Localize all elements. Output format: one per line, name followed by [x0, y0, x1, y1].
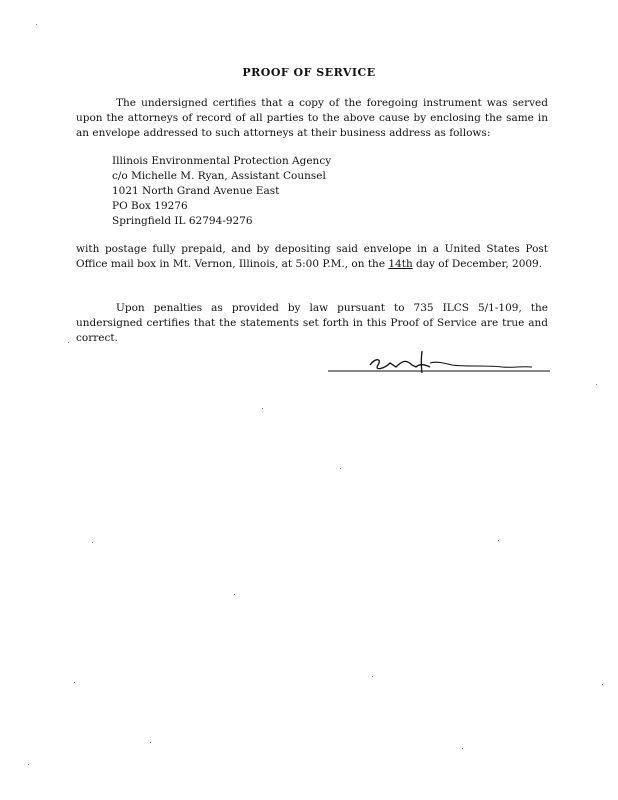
- mailing-text-after: day of December, 2009.: [412, 258, 543, 270]
- document-title: PROOF OF SERVICE: [242, 66, 376, 79]
- address-line-5: Springfield IL 62794-9276: [112, 215, 253, 227]
- service-paragraph: [76, 96, 548, 141]
- scan-speck: [602, 684, 603, 685]
- certification-paragraph: [76, 301, 548, 346]
- mailing-paragraph: [76, 242, 548, 272]
- address-line-4: PO Box 19276: [112, 200, 188, 212]
- scan-speck: [262, 408, 263, 409]
- certification-text: Upon penalties as provided by law pursuant to 735 ILCS 5/1-109, the undersigned certifies that the statements set forth in this Proof of Service are true and correct.: [76, 302, 548, 344]
- mailing-text-before: with postage fully prepaid, and by depositing said envelope in a United States Post Office mail box in Mt. Vernon, Illinois, at 5:00 P.M., on the: [76, 243, 548, 270]
- address-line-2: c/o Michelle M. Ryan, Assistant Counsel: [112, 170, 326, 182]
- recipient-address: [112, 154, 331, 229]
- scan-speck: [92, 542, 93, 543]
- scan-speck: [498, 540, 499, 541]
- scan-speck: [150, 742, 151, 743]
- scan-speck: [372, 676, 373, 677]
- scan-speck: [68, 342, 69, 343]
- scan-speck: [462, 748, 463, 749]
- address-line-1: Illinois Environmental Protection Agency: [112, 155, 332, 167]
- signature-stroke: [421, 351, 422, 373]
- scan-speck: [340, 468, 341, 469]
- scan-speck: [36, 24, 37, 25]
- signature: [326, 345, 556, 385]
- scan-speck: [596, 384, 597, 385]
- service-paragraph-text: The undersigned certifies that a copy of the foregoing instrument was served upon the attorneys of record of all parties to the above cause by enclosing the same in an envelope addressed to such attorneys at their business address as follows:: [76, 97, 548, 139]
- address-line-3: 1021 North Grand Avenue East: [112, 185, 280, 197]
- scan-speck: [28, 764, 29, 765]
- service-day: 14th: [388, 258, 413, 270]
- signature-stroke: [430, 362, 532, 367]
- scan-speck: [234, 594, 235, 595]
- scan-speck: [74, 682, 75, 683]
